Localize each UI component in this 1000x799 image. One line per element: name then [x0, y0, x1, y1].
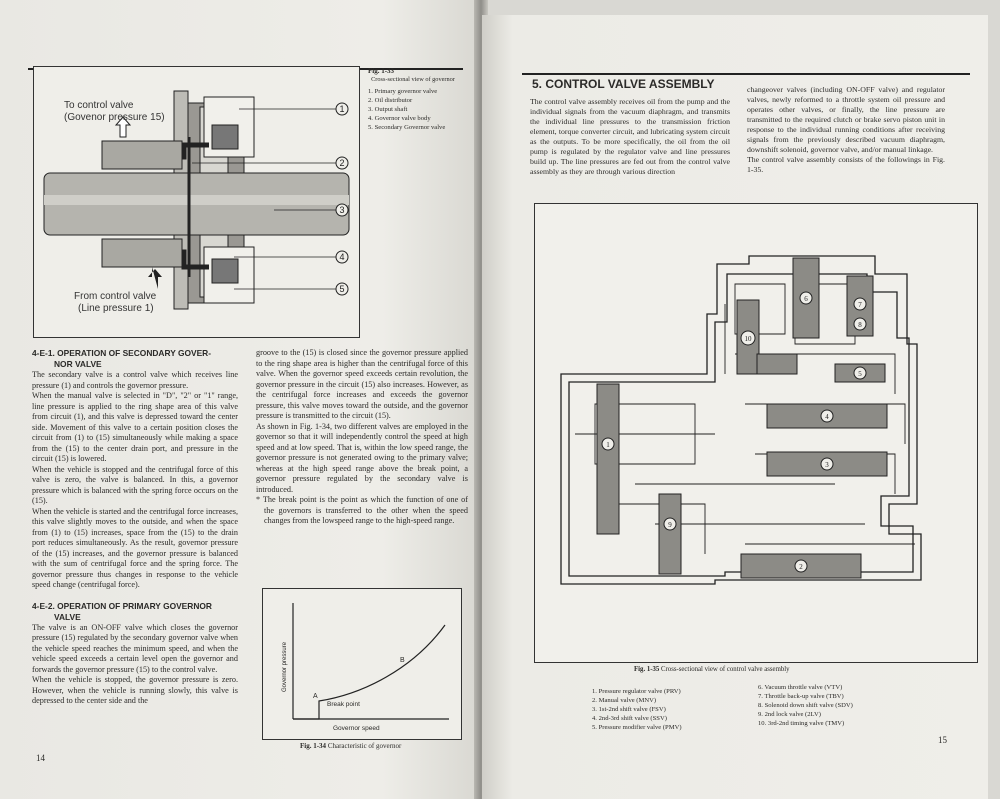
legend-item: 1. Pressure regulator valve (PRV) [592, 688, 681, 695]
left-column-1 [32, 348, 238, 707]
valve-label-9: 9 [668, 521, 672, 529]
legend-item: 3. Output shaft [368, 106, 408, 114]
valve-label-2: 2 [799, 563, 803, 571]
valve-label-6: 6 [804, 295, 808, 303]
point-a-label: A [313, 693, 318, 700]
legend-item: 5. Secondary Governor valve [368, 124, 446, 132]
legend-item: 4. Governor valve body [368, 115, 431, 123]
point-b-label: B [400, 657, 405, 664]
figure-control-valve-assembly [534, 203, 978, 663]
legend-item: 4. 2nd-3rd shift valve (SSV) [592, 715, 667, 722]
legend-item: 2. Manual valve (MNV) [592, 697, 657, 704]
valve-label-8: 8 [858, 321, 862, 329]
left-page [0, 0, 478, 799]
section-body-primary-governor: The valve is an ON-OFF valve which closes the governor pressure (15) regulated by the secondary governor valve when the vehicle speed reaches the minimum speed, and when the vehicle speed exceeds a certain level open the governor and forwards the governor pressure (15) to the control valve. When the vehicle is stopped, the governor pressure is zero. However, when the vehicle is running slowly, this valve is depressed to the center side and the [32, 622, 238, 705]
valve-label-5: 5 [858, 370, 862, 378]
valve-label-3: 3 [825, 461, 829, 469]
x-axis-label: Governor speed [333, 725, 380, 732]
figure-governor-cross-section [33, 66, 360, 338]
y-axis-label: Governor pressure [282, 641, 288, 692]
valve-legend-column-1 [592, 687, 762, 732]
section-body-secondary-governor: The secondary valve is a control valve which receives line pressure (1) and controls the governor pressure. When the manual valve is selected in "D", "2" or "1" range, line pressure is applied to the ring shape area of this valve from circuit (1), and this valve is depressed toward the center side. Movement of this valve to a certain position closes the circuit from (1) to (15) simultaneously while making a space from the (15) to the center drain port, and pressure in the circuit (15) is lowered. When the vehicle is stopped and the centrifugal force of this valve is zero, the valve is balanced. In this, a governor pressure which is balanced with the spring force occurs on the (15). When the vehicle is started and the centrifugal force increases, this valve slightly moves to the outside, and when the space from (1) to (15) increases, space from the (15) to the drain port reduces simultaneously. As the result, governor pressure of the (15) increases, and the governor pressure is balanced with the sum of centrifugal force and the spring force. The governor pressure thus changes in response to the vehicle speed change (centrifugal force). [32, 370, 238, 589]
right-column-1: The control valve assembly receives oil from the pump and the individual signals from the vacuum diaphragm, and transmits the individual line pressures to the transmission friction element, torque converter circuit, and lubricating system circuit as the outputs. To be more specifically, the oil from the oil pump is regulated by the regulator valve and line pressures build up. The line pressures are fed out from the control valve assembly as they are through various direction [530, 97, 730, 176]
section-heading-primary-governor: 4-E-2. OPERATION OF PRIMARY GOVERNOR VALVE [32, 600, 212, 622]
legend-item: 2. Oil distributor [368, 97, 413, 105]
callout-4: 4 [339, 252, 345, 262]
page-number-left: 14 [36, 753, 45, 763]
legend-item: 1. Primary governor valve [368, 88, 438, 96]
legend-item: 6. Vacuum throttle valve (VTV) [758, 684, 843, 691]
top-rule-right [522, 73, 970, 75]
break-point-label: Break point [327, 701, 360, 708]
governor-characteristic-plot [263, 589, 461, 739]
callout-2: 2 [339, 158, 345, 168]
label-to-control-valve: To control valve (Govenor pressure 15) [64, 100, 165, 123]
legend-item: 7. Throttle back-up valve (TBV) [758, 693, 844, 700]
valve-label-10: 10 [744, 335, 752, 343]
page-number-right: 15 [938, 735, 947, 745]
legend-item: 3. 1st-2nd shift valve (FSV) [592, 706, 666, 713]
legend-item: 5. Pressure modifier valve (PMV) [592, 724, 682, 731]
valve-label-1: 1 [606, 441, 610, 449]
figure-134-caption: Fig. 1-34 Characteristic of governor [300, 742, 402, 750]
column-2-body: groove to the (15) is closed since the governor pressure applied to the ring shape area is higher than the centrifugal force of this valve. When the governor speed exceeds certain revolution, the governor pressure in the circuit (15) also increases. However, as the centrifugal force increases and exceeds the governor pressure, this valve moves toward the outside, and the governor pressure is transmitted to the circuit (15). As shown in Fig. 1-34, two different valves are employed in the governor so that it will independently control the speed at high speed and at low speed. That is, within the low speed range, the governor pressure is not generated owing to the primary valve; whereas at the high speed range above the break point, a governor pressure regulated by the secondary valve is introduced. * The break point is the point as which the function of one of the governors is transferred to the other when the speed changes from the lowspeed range to the high-speed range. [256, 348, 468, 525]
characteristic-curve [293, 625, 445, 719]
legend-item: 8. Solenoid down shift valve (SDV) [758, 702, 853, 709]
valve-label-7: 7 [858, 301, 862, 309]
valve-label-4: 4 [825, 413, 829, 421]
section-heading-control-valve: 5. CONTROL VALVE ASSEMBLY [532, 77, 715, 91]
callout-1: 1 [339, 104, 345, 114]
label-from-control-valve: From control valve (Line pressure 1) [74, 291, 157, 314]
legend-item: 10. 3rd-2nd timing valve (TMV) [758, 720, 845, 727]
callout-5: 5 [339, 284, 345, 294]
figure-133-legend [368, 87, 468, 132]
valve-legend-column-2 [758, 683, 938, 728]
figure-133-caption: Fig. 1-33 Cross-sectional view of governor 1. Primary governor valve 2. Oil distributor 3. Output shaft 4. Governor valve body 5. Secondary Governor valve [368, 67, 468, 132]
right-column-2: changeover valves (including ON-OFF valve) and regulator valves, newly reformed to a throttle system oil pressure and operates other valves, or finally, the line pressure are transmitted to the required clutch or brake servo piston unit in response to the individual running conditions after receiving signals from the previously described vacuum diaphragm, downshift solenoid, governor valve, and/or manual linkage. The control valve assembly consists of the followings in Fig. 1-35. [747, 85, 945, 174]
legend-item: 9. 2nd lock valve (2LV) [758, 711, 821, 718]
callout-3: 3 [339, 205, 345, 215]
right-page [482, 15, 988, 799]
left-column-2 [256, 348, 468, 527]
figure-governor-characteristic [262, 588, 462, 740]
section-heading-secondary-governor: 4-E-1. OPERATION OF SECONDARY GOVER- NOR VALVE [32, 348, 211, 369]
figure-135-caption: Fig. 1-35 Cross-sectional view of control valve assembly [634, 666, 790, 673]
control-valve-diagram [535, 204, 977, 662]
